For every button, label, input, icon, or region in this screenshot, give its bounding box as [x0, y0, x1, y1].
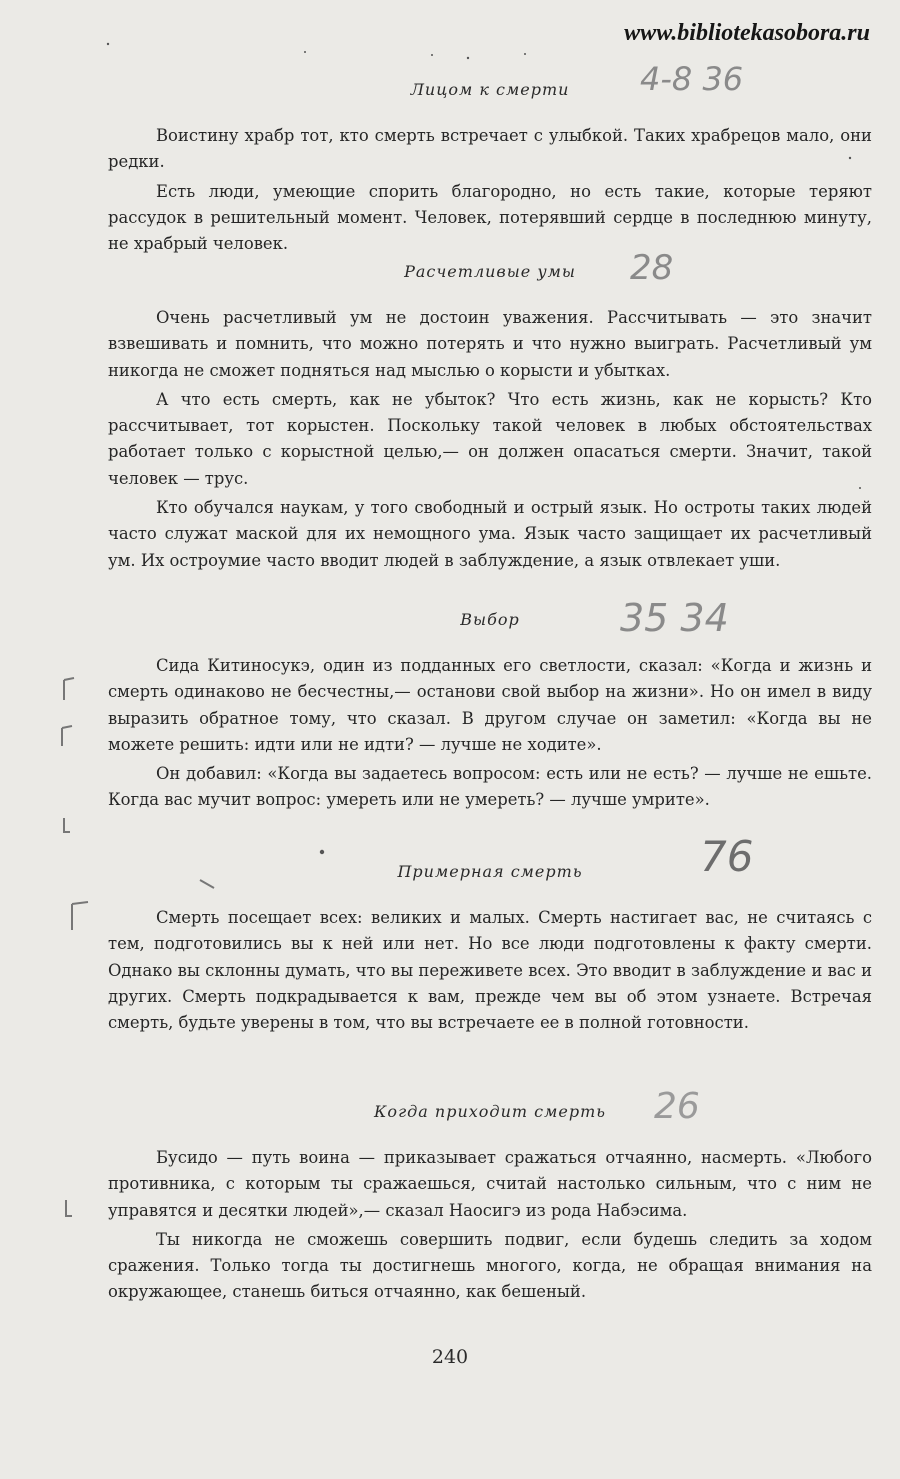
paragraph: Кто обучался наукам, у того свободный и острый язык. Но остроты таких людей часто служат маской для их немощного ума. Язык часто защищает их расчетливый ум. Их остроумие часто вводит людей в заблуждение, а язык отвлекает уши. [108, 498, 872, 570]
paragraph: Смерть посещает всех: великих и малых. Смерть настигает вас, не считаясь с тем, подготовились вы к ней или нет. Но все люди подготовлены к факту смерти. Однако вы склонны думать, что вы переживете всех. Это вводит в заблуждение и вас и других. Смерть подкрадывается к вам, прежде чем вы об этом узнаете. Встречая смерть, будьте уверены в том, что вы встречаете ее в полной готовности. [108, 908, 872, 1033]
section-exemplary-death [108, 862, 872, 1036]
handwritten-note: 4-8 36 [640, 60, 744, 98]
section-title: Выбор [460, 610, 520, 629]
section-title: Когда приходит смерть [374, 1102, 606, 1121]
paragraph: Ты никогда не сможешь совершить подвиг, если будешь следить за ходом сражения. Только тогда ты достигнешь многого, когда, не обращая внимания на окружающее, станешь биться отчаянно, как бешеный. [108, 1229, 872, 1302]
handwritten-note: 76 [700, 832, 754, 881]
section-title: Лицом к смерти [410, 80, 570, 99]
section-choice [108, 610, 872, 814]
paragraph: А что есть смерть, как не убыток? Что есть жизнь, как не корысть? Кто рассчитывает, тот корыстен. Поскольку такой человек в любых обстоятельствах работает только с корыстной целью,— он должен опасаться смерти. Значит, такой человек — трус. [108, 389, 872, 488]
handwritten-note: 28 [630, 248, 674, 288]
paragraph: Очень расчетливый ум не достоин уважения. Рассчитывать — это значит взвешивать и помнить, что можно потерять и что нужно выиграть. Расчетливый ум никогда не сможет подняться над мыслью о корысти и убытках. [108, 308, 872, 380]
paragraph: Бусидо — путь воина — приказывает сражаться отчаянно, насмерть. «Любого противника, с которым ты сражаешься, считай настолько сильным, что с ним не управятся и десятки людей»,— сказал Наосигэ из рода Набэсима. [108, 1148, 872, 1220]
paragraph: Воистину храбр тот, кто смерть встречает с улыбкой. Таких храбрецов мало, они редки. [108, 126, 872, 172]
site-watermark: www.bibliotekasobora.ru [624, 20, 870, 46]
handwritten-note: 26 [654, 1086, 700, 1127]
paragraph: Есть люди, умеющие спорить благородно, но есть такие, которые теряют рассудок в решительный момент. Человек, потерявший сердце в последнюю минуту, не храбрый человек. [108, 181, 872, 254]
paragraph: Он добавил: «Когда вы задаетесь вопросом: есть или не есть? — лучше не ешьте. Когда вас мучит вопрос: умереть или не умереть? — лучше умрите». [108, 764, 872, 810]
handwritten-note: 35 34 [620, 596, 729, 640]
section-when-death-comes [108, 1102, 872, 1306]
section-calculating-minds [108, 262, 872, 574]
section-title: Примерная смерть [397, 862, 583, 881]
page-number: 240 [431, 1346, 469, 1368]
section-face-death [108, 80, 872, 257]
section-title: Расчетливые умы [404, 262, 576, 281]
paragraph: Сида Китиносукэ, один из подданных его светлости, сказал: «Когда и жизнь и смерть одинаково не бесчестны,— останови свой выбор на жизни». Но он имел в виду выразить обратное тому, что сказал. В другом случае он заметил: «Когда вы не можете решить: идти или не идти? — лучше не ходите». [108, 656, 872, 754]
